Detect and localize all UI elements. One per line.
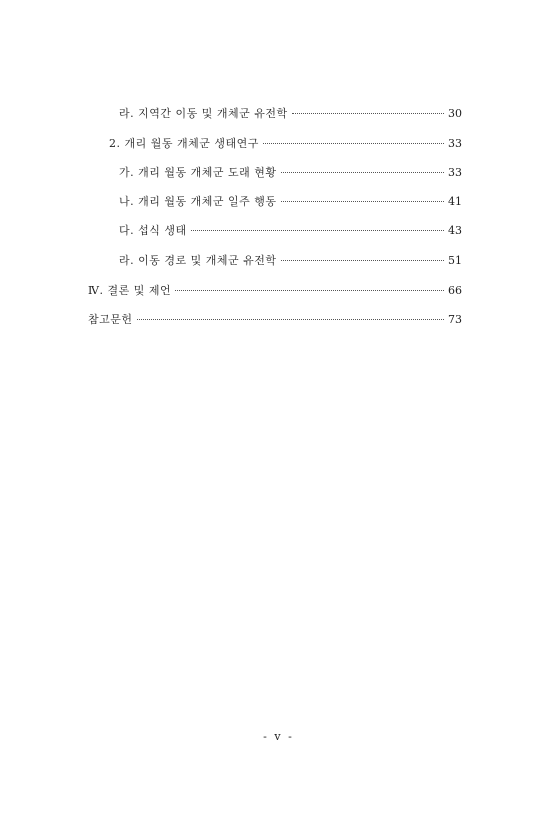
toc-entry [119,107,462,121]
toc-entry [119,224,462,238]
dot-leader [281,260,445,261]
toc-entry-label: 라. 지역간 이동 및 개체군 유전학 [119,107,288,120]
toc-entry-label: 가. 개리 월동 개체군 도래 현황 [119,166,277,179]
toc-entry-label: 라. 이동 경로 및 개체군 유전학 [119,254,277,267]
toc-entry-label: Ⅳ. 결론 및 제언 [88,284,172,297]
toc-entry [119,166,462,180]
toc-entry-label: 참고문헌 [88,313,133,326]
toc-entry-page: 41 [448,195,462,208]
page-number: - v - [263,730,294,743]
dot-leader [281,172,445,173]
toc-entry-page: 30 [448,107,462,120]
toc-entry-label: 나. 개리 월동 개체군 일주 행동 [119,195,277,208]
dot-leader [137,319,444,320]
toc-entry-page: 33 [448,137,462,150]
toc-entry-page: 66 [448,284,462,297]
dot-leader [263,143,444,144]
toc-entry [119,254,462,268]
dot-leader [175,290,444,291]
toc-entry-page: 33 [448,166,462,179]
toc-entry [109,137,462,151]
toc-entry-label: 2. 개리 월동 개체군 생태연구 [109,137,259,150]
toc-entry [88,284,462,298]
toc-entry [119,195,462,209]
toc-entry-label: 다. 섭식 생태 [119,224,187,237]
toc-entry-page: 43 [448,224,462,237]
toc-entry-page: 73 [448,313,462,326]
dot-leader [191,230,444,231]
dot-leader [281,201,445,202]
toc-entry [88,313,462,327]
toc-entry-page: 51 [448,254,462,267]
dot-leader [292,113,444,114]
